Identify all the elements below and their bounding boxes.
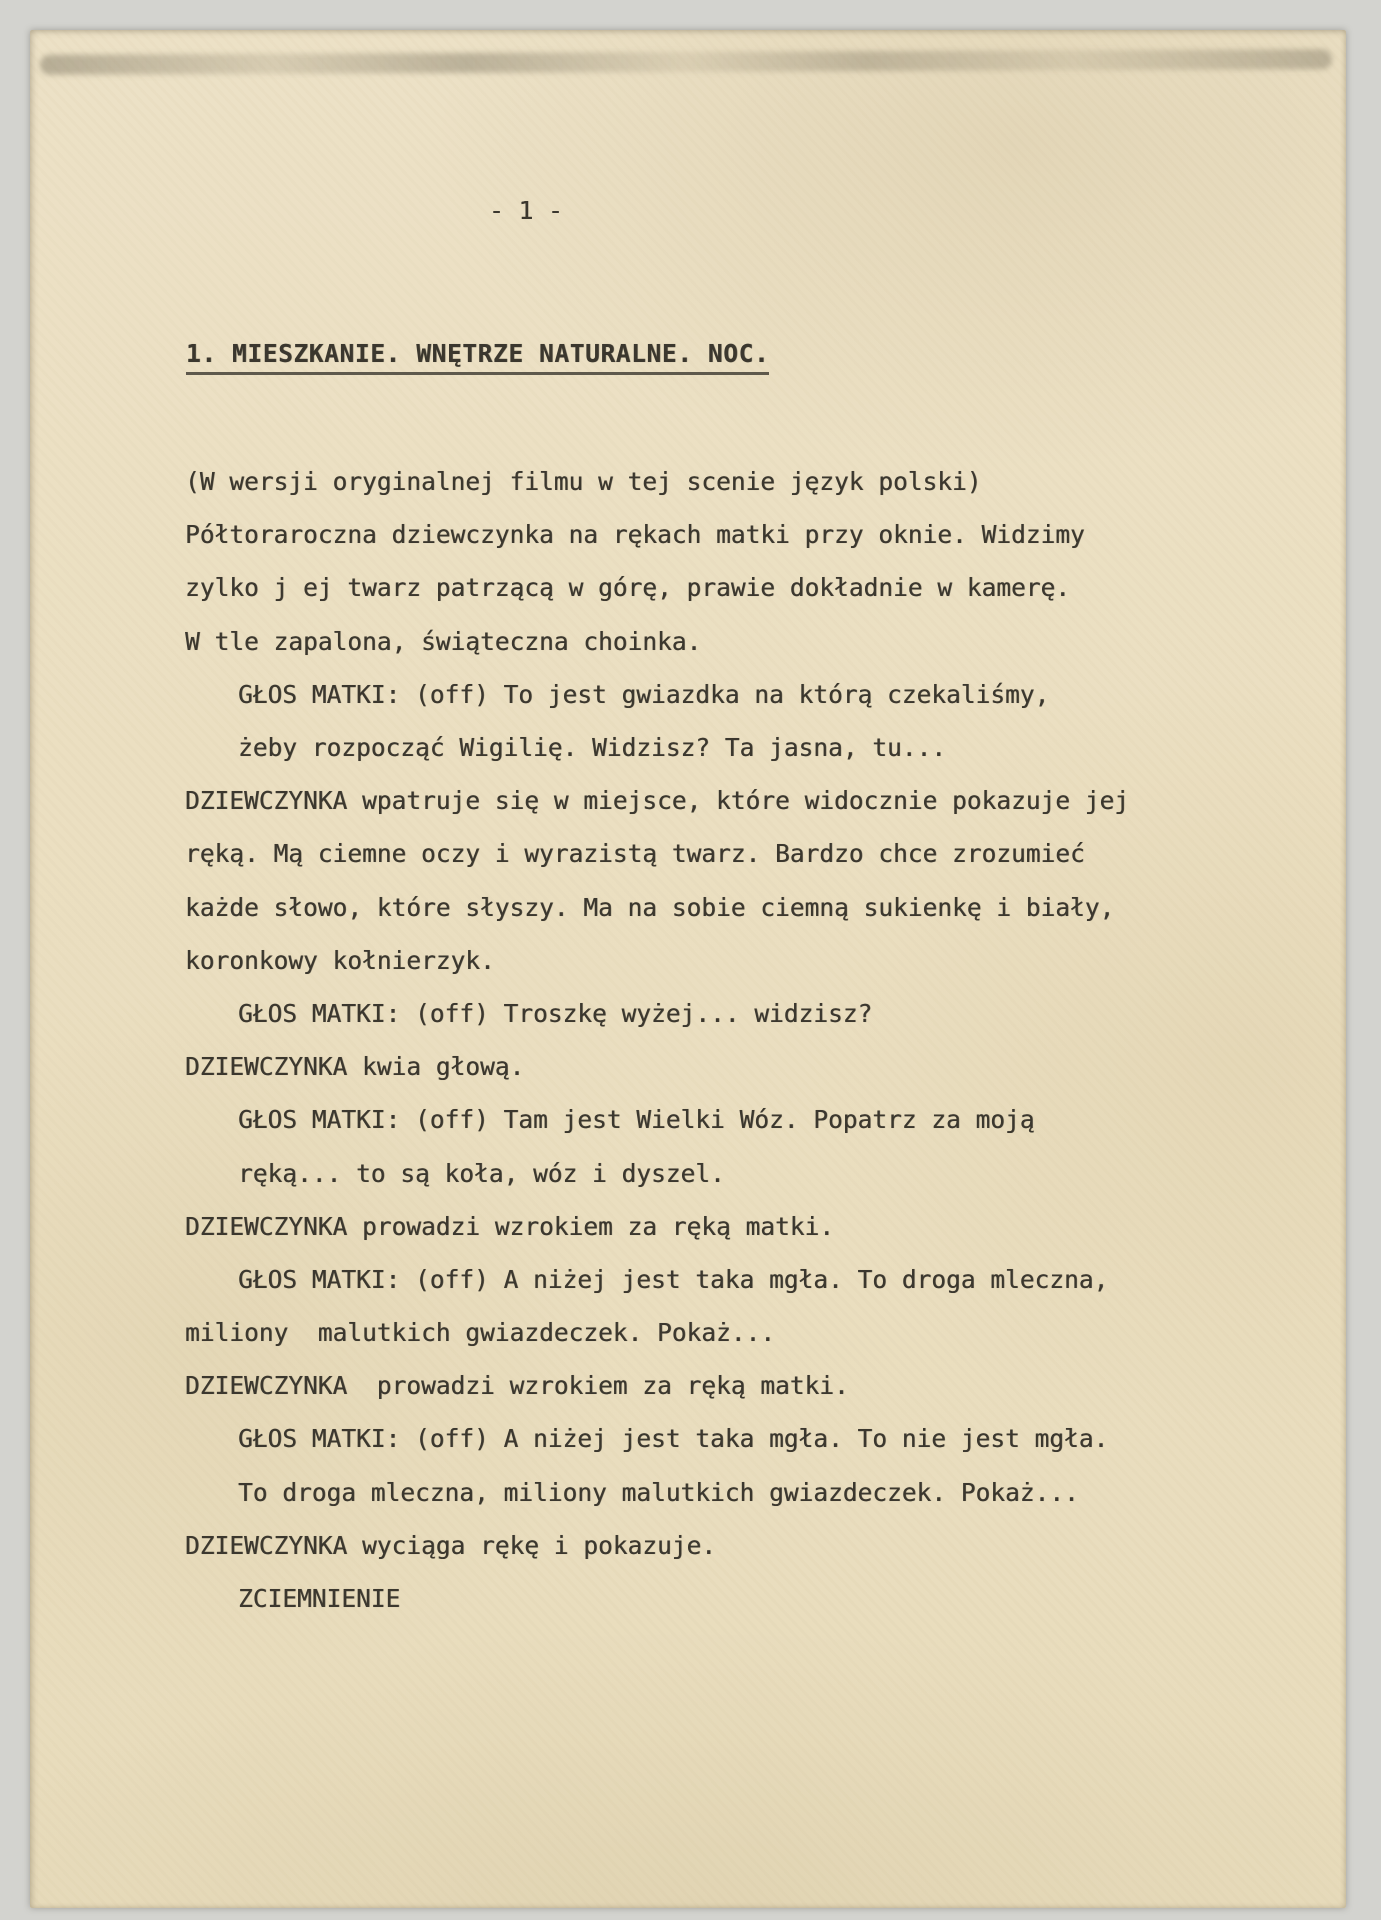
scene-heading: 1. MIESZKANIE. WNĘTRZE NATURALNE. NOC. <box>186 339 769 375</box>
script-line: każde słowo, które słyszy. Ma na sobie ciemną sukienkę i biały, <box>185 892 1115 922</box>
script-line: GŁOS MATKI: (off) A niżej jest taka mgła. To droga mleczna, <box>238 1264 1109 1294</box>
script-line: ręką. Mą ciemne oczy i wyrazistą twarz. Bardzo chce zrozumieć <box>185 839 1085 869</box>
script-line: DZIEWCZYNKA kwia głową. <box>185 1052 525 1082</box>
script-line: (W wersji oryginalnej filmu w tej scenie język polski) <box>185 467 982 497</box>
script-line: żeby rozpocząć Wigilię. Widzisz? Ta jasna, tu... <box>238 733 947 763</box>
script-body <box>185 455 1296 1625</box>
script-line: GŁOS MATKI: (off) A niżej jest taka mgła. To nie jest mgła. <box>238 1424 1109 1454</box>
script-line: DZIEWCZYNKA prowadzi wzrokiem za ręką matki. <box>185 1371 849 1401</box>
script-line: DZIEWCZYNKA wyciąga rękę i pokazuje. <box>185 1530 717 1560</box>
script-line: GŁOS MATKI: (off) Troszkę wyżej... widzisz? <box>238 998 873 1028</box>
script-line: GŁOS MATKI: (off) Tam jest Wielki Wóz. Popatrz za moją <box>238 1105 1035 1135</box>
document-page <box>30 30 1346 1908</box>
script-line: koronkowy kołnierzyk. <box>185 945 495 975</box>
script-line: DZIEWCZYNKA prowadzi wzrokiem za ręką matki. <box>185 1211 835 1241</box>
script-line: W tle zapalona, świąteczna choinka. <box>185 626 702 656</box>
scan-artifact-smudge <box>40 49 1332 75</box>
script-line: GŁOS MATKI: (off) To jest gwiazdka na którą czekaliśmy, <box>238 679 1050 709</box>
page-number: - 1 - <box>489 196 563 225</box>
script-line: zylko j ej twarz patrzącą w górę, prawie dokładnie w kamerę. <box>185 573 1071 603</box>
script-line: ręką... to są koła, wóz i dyszel. <box>238 1158 725 1188</box>
script-line: miliony malutkich gwiazdeczek. Pokaż... <box>185 1318 776 1348</box>
script-line: DZIEWCZYNKA wpatruje się w miejsce, które widocznie pokazuje jej <box>185 786 1130 816</box>
script-line: To droga mleczna, miliony malutkich gwiazdeczek. Pokaż... <box>238 1477 1079 1507</box>
script-line: ZCIEMNIENIE <box>238 1584 401 1614</box>
script-line: Półtoraroczna dziewczynka na rękach matki przy oknie. Widzimy <box>185 520 1085 550</box>
